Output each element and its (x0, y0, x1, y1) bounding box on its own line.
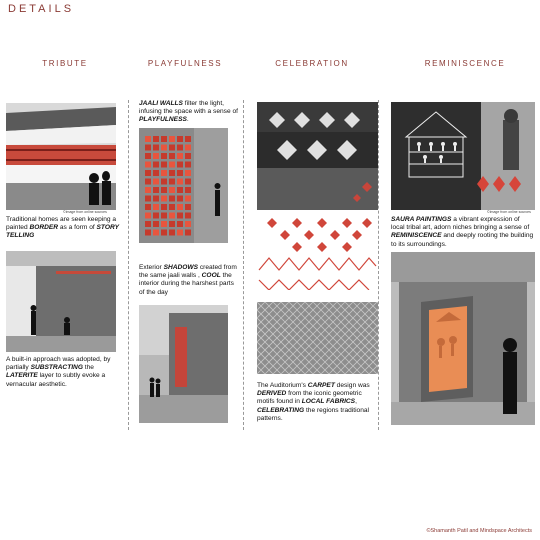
tribute-laterite-photo (6, 251, 116, 352)
heading-tribute: TRIBUTE (42, 59, 88, 68)
reminiscence-niche-photo (391, 252, 535, 425)
column-divider (378, 100, 379, 430)
column-divider (128, 100, 129, 430)
tribute-text-2: A built-in approach was adopted, by partially SUBSTRACTING the LATERITE layer to subtly evoke a vernacular aesthetic. (6, 356, 111, 388)
playfulness-text-2: Exterior SHADOWS created from the same jaali walls , COOL the interior during the harshest parts of the day (139, 264, 237, 296)
column-divider (243, 100, 244, 430)
jaali-wall-photo (139, 128, 228, 243)
saura-painting-photo (391, 102, 535, 210)
heading-playfulness: PLAYFULNESS (147, 59, 223, 68)
fabric-motif-red-pattern (257, 210, 378, 290)
tribute-image-credit: ©Image from online sources (63, 210, 107, 214)
heading-celebration: CELEBRATION (275, 59, 349, 68)
reminiscence-image-credit: ©Image from online sources (487, 210, 531, 214)
celebration-text-1: The Auditorium's CARPET design was DERIVED from the iconic geometric motifs found in LOCAL FABRICS, CELEBRATING the regions traditional patterns. (257, 382, 370, 422)
playfulness-text-1: JAALI WALLS filter the light, infusing the space with a sense of PLAYFULNESS. (139, 100, 238, 124)
heading-reminiscence: REMINISCENCE (424, 59, 506, 68)
shadow-photo (139, 305, 228, 423)
fabric-motif-photo (257, 102, 378, 210)
footer-credit: ©Shamanth Patil and Mindspace Architects (426, 528, 532, 534)
tribute-house-photo (6, 103, 116, 210)
tribute-text-1: Traditional homes are seen keeping a painted BORDER as a form of STORY TELLING (6, 216, 119, 240)
page-title: DETAILS (8, 3, 75, 15)
carpet-pattern-photo (257, 302, 378, 374)
reminiscence-text-1: SAURA PAINTINGS a vibrant expression of local tribal art, adorn niches bringing a sense of REMINISCENCE and deeply rooting the building to its surroundings. (391, 216, 534, 248)
